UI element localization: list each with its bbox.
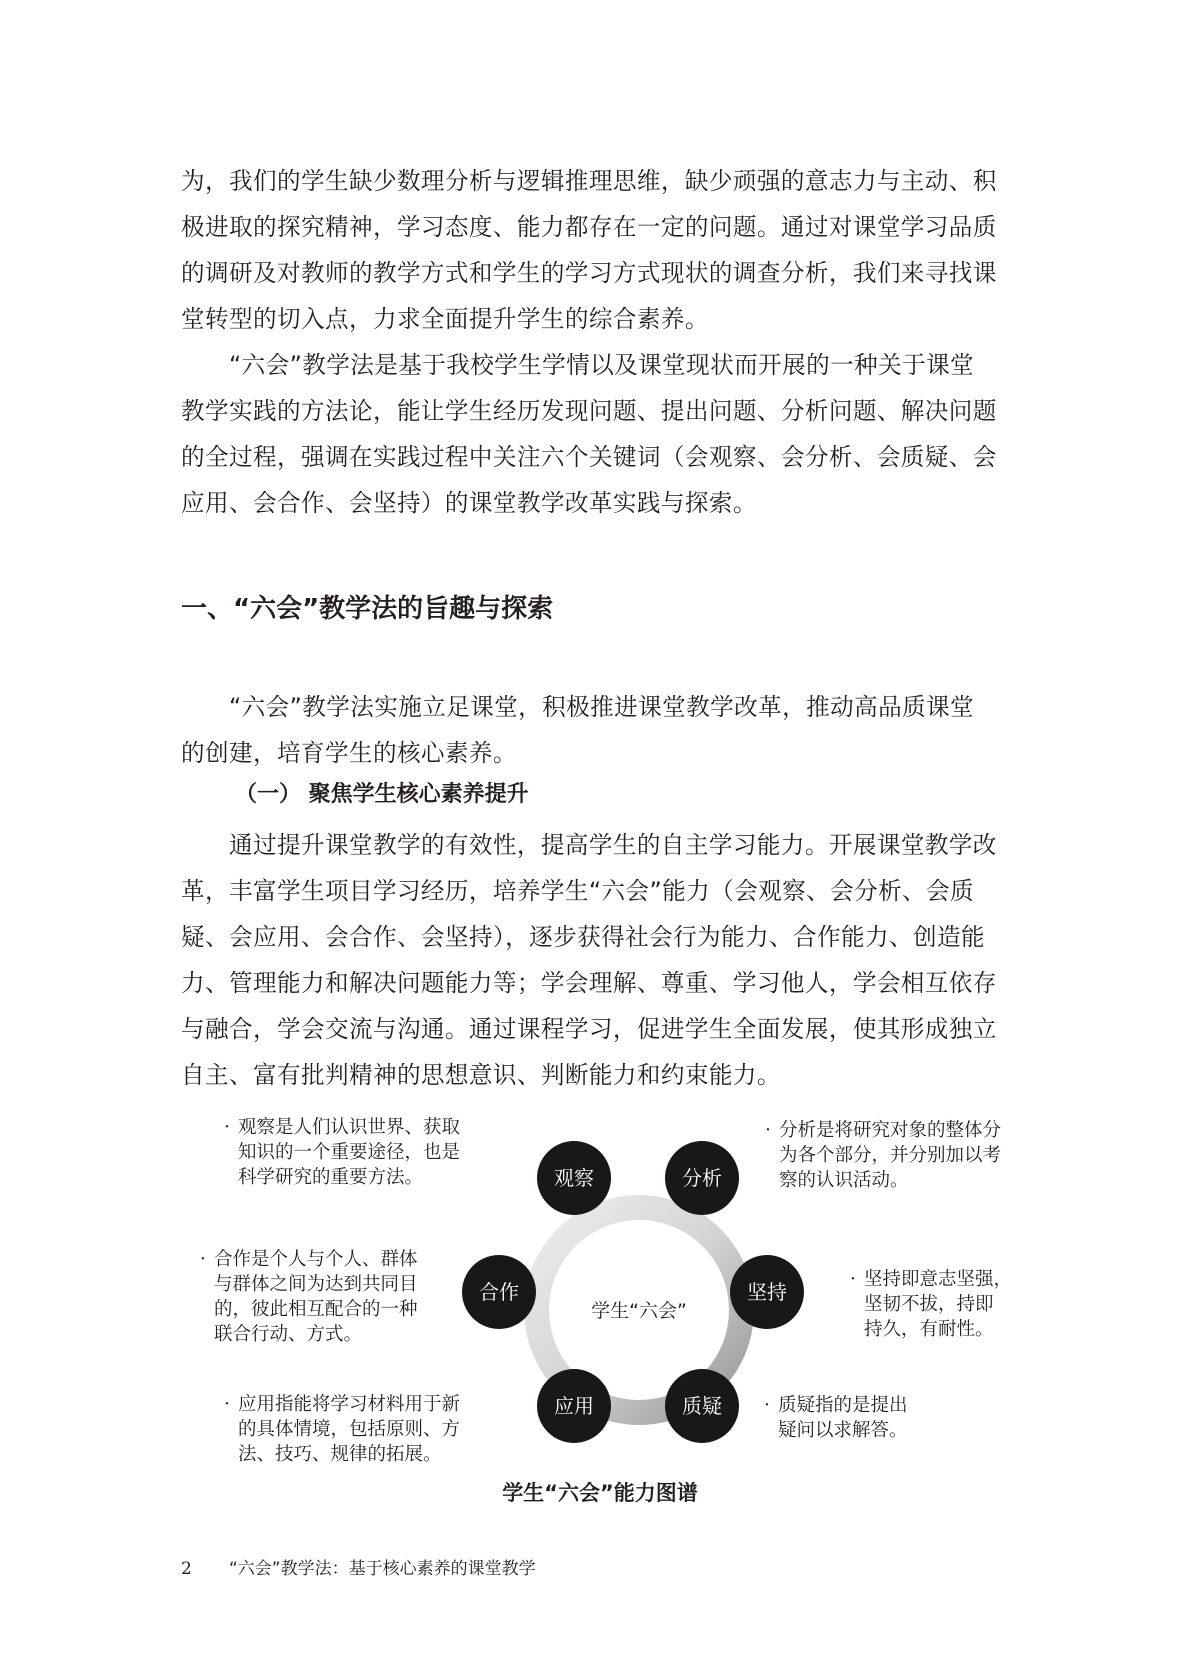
- note-line: 知识的一个重要途径，也是: [238, 1142, 461, 1163]
- text-line: 堂转型的切入点，力求全面提升学生的综合素养。: [181, 305, 709, 333]
- note-line: 联合行动、方式。: [214, 1324, 363, 1345]
- node-apply: [537, 1369, 611, 1443]
- note-line: 的，彼此相互配合的一种: [214, 1299, 418, 1320]
- text-line: 疑、会应用、会合作、会坚持），逐步获得社会行为能力、合作能力、创造能: [181, 923, 985, 951]
- node-persist: [730, 1255, 804, 1329]
- note-line: 应用指能将学习材料用于新: [238, 1394, 461, 1415]
- text-line: 与融合，学会交流与沟通。通过课程学习，促进学生全面发展，使其形成独立: [181, 1015, 997, 1043]
- note-apply: [224, 1392, 461, 1467]
- text-line: 的全过程，强调在实践过程中关注六个关键词（会观察、会分析、会质疑、会: [181, 443, 997, 471]
- note-cooperate: [200, 1247, 418, 1347]
- bullet-dot: ·: [850, 1269, 856, 1290]
- subsection-heading: （一） 聚焦学生核心素养提升: [235, 781, 529, 807]
- text-line: 极进取的探究精神，学习态度、能力都存在一定的问题。通过对课堂学习品质: [181, 213, 997, 241]
- paragraph-core-literacy: [181, 822, 1036, 1098]
- page-number: 2: [181, 1559, 192, 1579]
- six-abilities-diagram: [181, 1110, 1036, 1530]
- note-persist: [850, 1267, 1013, 1342]
- bullet-dot: ·: [764, 1395, 770, 1416]
- text-line: 的创建，培育学生的核心素养。: [181, 739, 517, 767]
- note-question: [764, 1393, 908, 1443]
- text-line: 应用、会合作、会坚持）的课堂教学改革实践与探索。: [181, 489, 757, 517]
- section-heading: 一、“六会”教学法的旨趣与探索: [181, 594, 554, 624]
- figure-caption: 学生“六会”能力图谱: [502, 1481, 698, 1505]
- node-persist-label: 坚持: [747, 1280, 787, 1304]
- text-line: 为，我们的学生缺少数理分析与逻辑推理思维，缺少顽强的意志力与主动、积: [181, 167, 997, 195]
- node-cooperate-label: 合作: [479, 1280, 519, 1304]
- note-line: 质疑指的是提出: [778, 1395, 908, 1416]
- text-line: 力、管理能力和解决问题能力等；学会理解、尊重、学习他人，学会相互依存: [181, 969, 997, 997]
- text-line: “六会”教学法实施立足课堂，积极推进课堂教学改革，推动高品质课堂: [229, 693, 975, 721]
- note-line: 与群体之间为达到共同目: [214, 1274, 418, 1295]
- note-line: 坚韧不拔，持即: [864, 1294, 994, 1315]
- node-observe-label: 观察: [554, 1166, 594, 1190]
- note-line: 的具体情境，包括原则、方: [238, 1419, 461, 1440]
- bullet-dot: ·: [200, 1249, 206, 1270]
- note-line: 持久，有耐性。: [864, 1319, 994, 1340]
- bullet-dot: ·: [224, 1394, 230, 1415]
- note-line: 法、技巧、规律的拓展。: [238, 1444, 442, 1465]
- node-cooperate: [462, 1255, 536, 1329]
- note-line: 合作是个人与个人、群体: [214, 1249, 418, 1270]
- note-line: 疑问以求解答。: [778, 1420, 908, 1441]
- note-analyze: [765, 1118, 1002, 1193]
- center-label: 学生“六会”: [591, 1300, 687, 1322]
- text-line: “六会”教学法是基于我校学生学情以及课堂现状而开展的一种关于课堂: [229, 351, 975, 379]
- bullet-dot: ·: [765, 1120, 771, 1141]
- note-line: 观察是人们认识世界、获取: [238, 1117, 461, 1138]
- page-footer: [181, 1556, 536, 1582]
- note-observe: [224, 1115, 461, 1190]
- note-line: 分析是将研究对象的整体分: [779, 1120, 1002, 1141]
- bullet-dot: ·: [224, 1117, 230, 1138]
- node-analyze: [665, 1141, 739, 1215]
- node-observe: [537, 1141, 611, 1215]
- text-line: 革，丰富学生项目学习经历，培养学生“六会”能力（会观察、会分析、会质: [181, 877, 975, 905]
- note-line: 为各个部分，并分别加以考: [779, 1145, 1002, 1166]
- node-analyze-label: 分析: [682, 1166, 722, 1190]
- text-line: 教学实践的方法论，能让学生经历发现问题、提出问题、分析问题、解决问题: [181, 397, 997, 425]
- text-line: 自主、富有批判精神的思想意识、判断能力和约束能力。: [181, 1061, 781, 1089]
- note-line: 坚持即意志坚强，: [864, 1269, 1013, 1290]
- paragraph-method: [181, 342, 1036, 526]
- text-line: 通过提升课堂教学的有效性，提高学生的自主学习能力。开展课堂教学改: [229, 831, 997, 859]
- node-question: [665, 1369, 739, 1443]
- paragraph-intro: [181, 158, 1036, 342]
- paragraph-implementation: [181, 684, 1036, 776]
- running-title: “六会”教学法：基于核心素养的课堂教学: [229, 1559, 536, 1579]
- note-line: 科学研究的重要方法。: [238, 1167, 424, 1188]
- node-question-label: 质疑: [682, 1394, 722, 1418]
- node-apply-label: 应用: [554, 1394, 594, 1418]
- note-line: 察的认识活动。: [779, 1170, 909, 1191]
- text-line: 的调研及对教师的教学方式和学生的学习方式现状的调查分析，我们来寻找课: [181, 259, 997, 287]
